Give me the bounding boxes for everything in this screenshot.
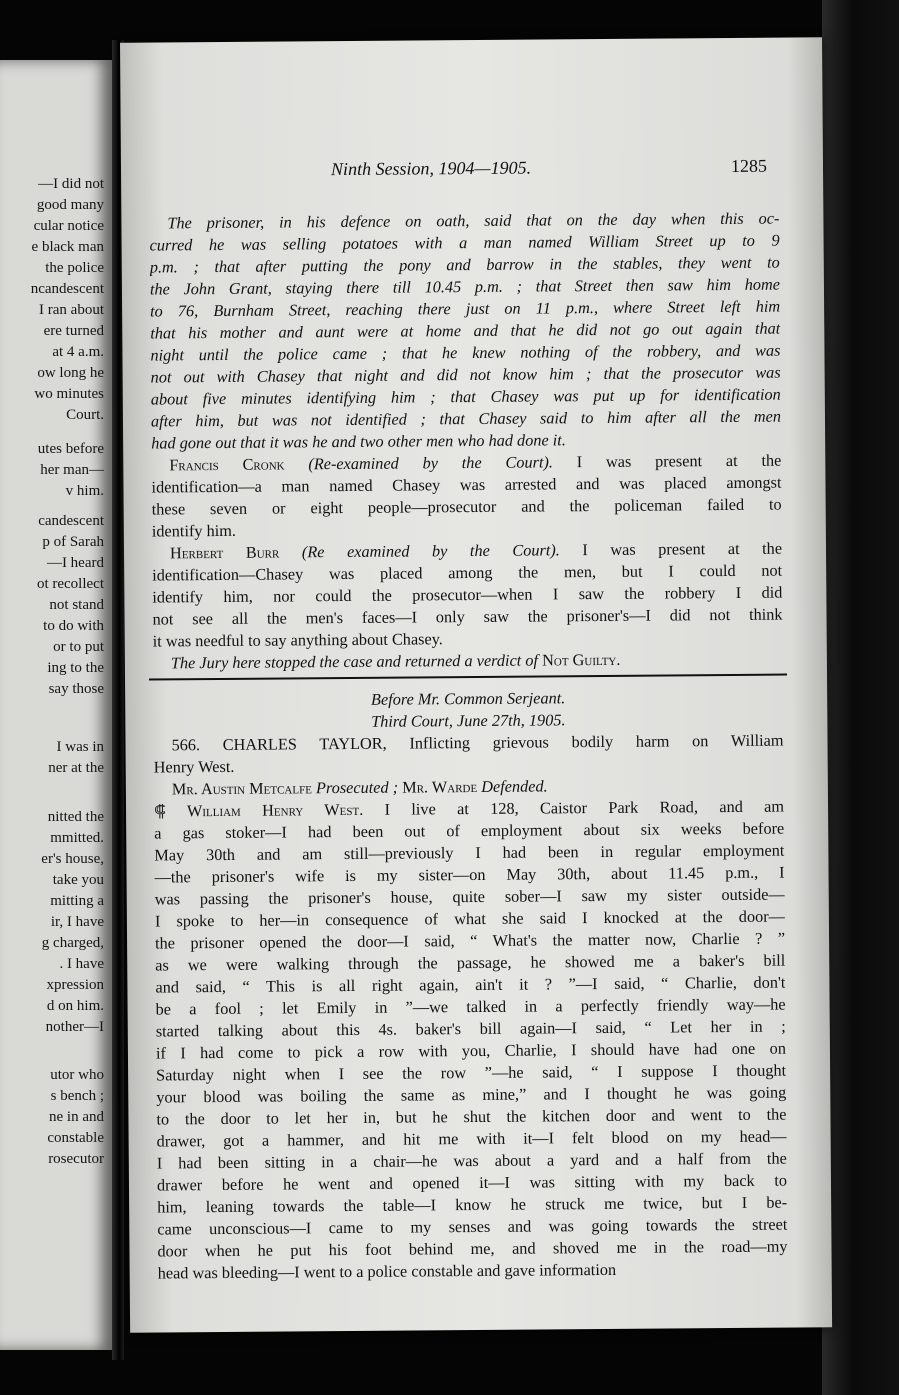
verdict-text: The Jury here stopped the case and returned a verdict of [170, 650, 539, 673]
paragraph-line: the prisoner opened the door—I said, “ What's the matter now, Charlie ? ” [155, 928, 786, 953]
facing-page-line: . I have [59, 956, 104, 972]
defence-role: Defended. [481, 776, 548, 796]
paragraph-line: May 30th and am still—previously I had been in regular employment [154, 840, 785, 865]
facing-page-line: d on him. [46, 998, 104, 1014]
defence-counsel: Mr. Warde [402, 776, 478, 797]
paragraph-line: drawer before he went and opened it—I was sitting with my back to [156, 1170, 788, 1195]
paragraph-line: not out with Chasey that night and did not know him ; that the prosecutor was [150, 362, 781, 387]
facing-page-line: ere turned [43, 323, 104, 339]
burr-paragraph [152, 538, 783, 653]
facing-page-line: the police [45, 260, 104, 276]
scan-border [822, 0, 899, 1395]
judge-line: Before Mr. Common Serjeant. [370, 688, 566, 709]
paragraph-line: him, leaning towards the table—I know he struck me twice, but I be- [157, 1192, 788, 1217]
paragraph-line: curred he was selling potatoes with a man named William Street up to 9 [149, 230, 780, 255]
paragraph-line: to 76, Burnham Street, reaching there just on 11 p.m., where Street left him [150, 296, 781, 321]
facing-page-line: not stand [49, 597, 104, 613]
case-title-line: Henry West. [153, 756, 235, 777]
paragraph-line: to the door to let her in, but he shut the kitchen door and went to the [156, 1104, 787, 1129]
witness-name: Francis Cronk [169, 454, 285, 475]
paragraph-line: drawer, got a hammer, and hit me with it—I felt blood on my head— [156, 1126, 787, 1151]
paragraph-line: The prisoner, in his defence on oath, said that on the day when this oc- [167, 208, 780, 233]
paragraph-line: door when he put his foot behind me, and shoved me in the road—my [157, 1236, 788, 1261]
paragraph-line: was passing the prisoner's house, quite sober—I saw my sister outside— [154, 884, 785, 909]
facing-page-line: wo minutes [34, 386, 104, 402]
facing-page-line: utor who [50, 1067, 104, 1083]
prosecution-role: Prosecuted ; [315, 777, 399, 798]
examination-note: (Re-examined by the Court). [308, 452, 553, 474]
paragraph-text: I was present at the [559, 538, 783, 560]
facing-page-line: ow long he [37, 365, 104, 381]
facing-page-line: to do with [43, 618, 104, 634]
witness-name: Herbert Burr [169, 542, 280, 563]
paragraph-text: I live at 128, Caistor Park Road, and am [363, 796, 785, 819]
witness-mark: ⸿ [153, 801, 188, 821]
case-title-line: 566. CHARLES TAYLOR, Inflicting grievous bodily harm on William [171, 730, 784, 755]
facing-page-line: mmitted. [50, 830, 104, 846]
paragraph-line: night until the police came ; that he knew nothing of the robbery, and was [150, 340, 781, 365]
facing-page-line: constable [47, 1130, 104, 1146]
paragraph-line: started talking about this 4s. baker's bill again—I said, “ Let her in ; [155, 1016, 786, 1041]
paragraph-line: be a fool ; let Emily in ”—we talked in a perfectly friendly way—he [155, 994, 786, 1019]
facing-page-line: rosecutor [48, 1151, 104, 1167]
paragraph-line: I had been sitting in a chair—he was about a yard and a half from the [156, 1148, 787, 1173]
facing-page-line: p of Sarah [42, 534, 104, 550]
facing-page-line: mitting a [50, 893, 104, 909]
paragraph-line: these seven or eight people—prosecutor and the policeman failed to [151, 494, 782, 519]
paragraph-line: identify him. [151, 520, 237, 541]
paragraph-line: p.m. ; that after putting the pony and barrow in the stables, they went to [149, 252, 780, 277]
facing-page-line: ncandescent [30, 281, 104, 297]
facing-page-line: ner at the [48, 760, 104, 776]
facing-page-line: ir, I have [50, 914, 104, 930]
facing-page-line: xpression [46, 977, 104, 993]
facing-page-line: ot recollect [36, 576, 104, 592]
paragraph-line: identification—a man named Chasey was arrested and was placed amongst [151, 472, 782, 497]
facing-page-line: g charged, [41, 935, 104, 951]
paragraph-line: about five minutes identifying him ; that Chasey was put up for identification [150, 384, 781, 409]
facing-page-line: her man— [40, 462, 104, 478]
paragraph-line: —the prisoner's wife is my sister—on May 30th, about 11.45 p.m., I [154, 862, 785, 887]
defence-paragraph [149, 208, 781, 455]
paragraph-line: not see all the men's faces—I only saw the prisoner's—I did not think [152, 604, 783, 629]
paragraph-line: I spoke to her—in consequence of what she said I knocked at the door— [154, 906, 785, 931]
page-body [149, 208, 787, 1285]
facing-page-fragment [0, 60, 112, 1350]
paragraph-line: if I had come to pick a row with you, Charlie, I should have had one on [155, 1038, 787, 1063]
facing-page-line: v him. [65, 483, 104, 499]
facing-page-line: or to put [53, 639, 104, 655]
running-title: Ninth Session, 1904—1905. [330, 157, 532, 180]
facing-page-line: Court. [66, 407, 104, 423]
paragraph-line: the John Grant, staying there till 10.45 p.m. ; that Street then saw him home [149, 274, 781, 299]
facing-page-line: nitted the [47, 809, 104, 825]
paragraph-line: Saturday night when I see the row ”—he said, “ I suppose I thought [156, 1060, 787, 1085]
paragraph-line: had gone out that it was he and two other men who had done it. [151, 430, 566, 453]
facing-page-line: e black man [31, 239, 104, 255]
paragraph-line: a gas stoker—I had been out of employment about six weeks before [154, 818, 785, 843]
facing-page-line: take you [52, 872, 104, 888]
facing-page-line: er's house, [41, 851, 104, 867]
facing-page-line: s bench ; [50, 1088, 104, 1104]
prosecution-counsel: Mr. Austin Metcalfe [171, 778, 312, 799]
cronk-paragraph [151, 450, 782, 543]
facing-page-line: —I heard [46, 555, 104, 571]
verdict-line [153, 648, 783, 675]
paragraph-line: as we were walking through the passage, he showed me a baker's bill [155, 950, 786, 975]
facing-page-line: candescent [38, 513, 104, 529]
facing-page-line: ing to the [47, 660, 104, 676]
facing-page-line: nother—I [45, 1019, 104, 1035]
paragraph-line: it was needful to say anything about Chasey. [152, 629, 443, 651]
paragraph-text: I was present at the [552, 450, 782, 472]
facing-page-line: I was in [56, 739, 104, 755]
page-header [121, 155, 823, 180]
facing-page-line: ne in and [49, 1109, 104, 1125]
paragraph-line: came unconscious—I came to my senses and was going towards the street [157, 1214, 788, 1239]
facing-page-line: good many [36, 197, 104, 213]
paragraph-line: and said, “ This is all right again, ain't it ? ”—I said, “ Charlie, don't [155, 972, 786, 997]
document-page [120, 37, 832, 1332]
paragraph-line: head was bleeding—I went to a police constable and gave information [157, 1259, 617, 1283]
facing-page-line: cular notice [33, 218, 104, 234]
paragraph-line: after him, but was not identified ; that Chasey said to him after all the men [150, 406, 782, 431]
court-line: Third Court, June 27th, 1905. [371, 710, 566, 731]
west-testimony [154, 796, 788, 1285]
paragraph-line: your blood was boiling the same as mine,” and I thought he was going [156, 1082, 787, 1107]
examination-note: (Re examined by the Court). [301, 540, 560, 562]
paragraph-line: that his mother and aunt were at home and that he did not go out again that [150, 318, 781, 343]
facing-page-line: at 4 a.m. [52, 344, 104, 360]
facing-page-line: —I did not [38, 176, 104, 192]
witness-name: William Henry West. [186, 799, 364, 821]
section-rule [149, 674, 787, 681]
facing-page-line: say those [48, 681, 104, 697]
page-number: 1285 [730, 155, 768, 176]
facing-page-line: utes before [37, 441, 104, 457]
paragraph-line: identify him, nor could the prosecutor—when I saw the robbery I did [152, 582, 783, 607]
paragraph-line: identification—Chasey was placed among the men, but I could not [152, 560, 783, 585]
verdict-result: Not Guilty. [542, 649, 621, 670]
facing-page-line: I ran about [39, 302, 104, 318]
